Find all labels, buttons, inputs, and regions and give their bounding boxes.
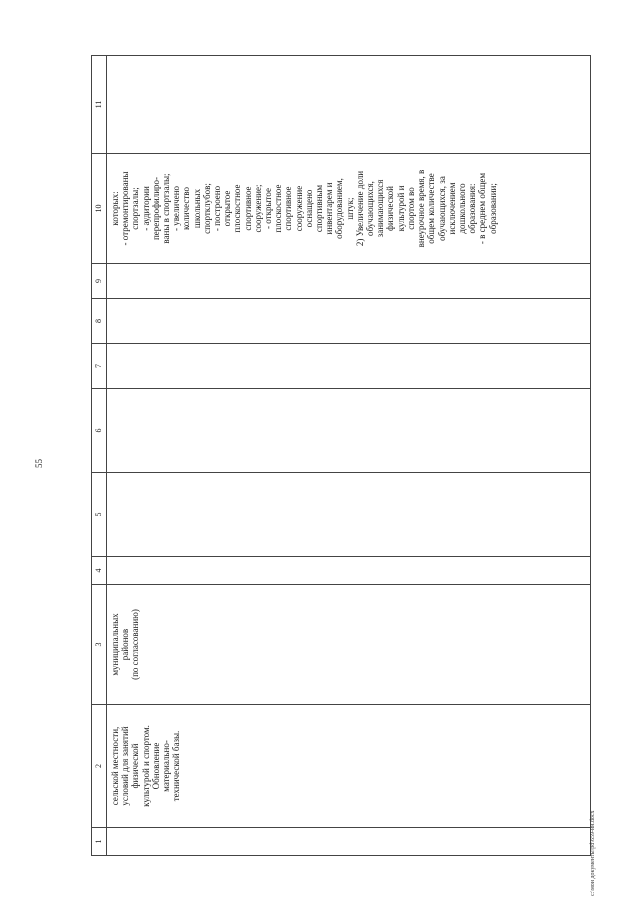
- table-cell: [107, 557, 591, 585]
- cell-text: [107, 389, 113, 472]
- column-number: 5: [92, 473, 107, 557]
- footer-file-path: c:\мои документы\pd\659-ин.docx: [590, 810, 596, 896]
- rotated-table-container: [91, 56, 591, 856]
- cell-text: [107, 344, 113, 388]
- cell-text: муниципальных районов (по согласованию): [110, 609, 141, 680]
- column-number: 10: [92, 154, 107, 264]
- column-number: 11: [92, 56, 107, 154]
- cell-text: [107, 264, 113, 298]
- cell-text: [107, 56, 113, 153]
- cell-text: сельской местности, условий для занятий физической культурой и спортом. Обновление материально- технической базы.: [110, 725, 182, 807]
- column-number: 4: [92, 557, 107, 585]
- cell-text: [107, 473, 113, 556]
- table-cell: [107, 154, 591, 264]
- table-cell: [107, 344, 591, 389]
- column-number: 7: [92, 344, 107, 389]
- page-number: 55: [34, 459, 44, 468]
- column-number: 6: [92, 389, 107, 473]
- table-row: [107, 56, 591, 856]
- table-cell: [107, 473, 591, 557]
- column-number: 8: [92, 299, 107, 344]
- cell-text: [107, 299, 113, 343]
- column-number: 3: [92, 585, 107, 705]
- cell-text: [107, 828, 113, 855]
- table-cell: [107, 389, 591, 473]
- column-number-row: [92, 56, 107, 856]
- table-cell: [107, 299, 591, 344]
- document-table: [91, 55, 591, 856]
- table-cell: [107, 705, 591, 828]
- cell-text: [107, 557, 113, 584]
- cell-text: которых: - отремонтированы спортзалы; - аудитории перепрофилиро- ваны в спортзалы; - увеличено количество школьных спортклубов; - построено открытое плоскостное спортивное сооружение; - открытое плоскостное спортивное сооружение оснащено спортивным инвентарем и оборудованием, штук; 2) Увеличение доли обучающихся, занимающихся физической культурой и спортом во внеурочное время, в общем количестве обучающихся, за исключением дошкольного образования: - в среднем общем образовании;: [110, 169, 498, 248]
- column-number: 9: [92, 264, 107, 299]
- column-number: 2: [92, 705, 107, 828]
- table-cell: [107, 585, 591, 705]
- table-cell: [107, 56, 591, 154]
- table-cell: [107, 828, 591, 856]
- column-number: 1: [92, 828, 107, 856]
- table-cell: [107, 264, 591, 299]
